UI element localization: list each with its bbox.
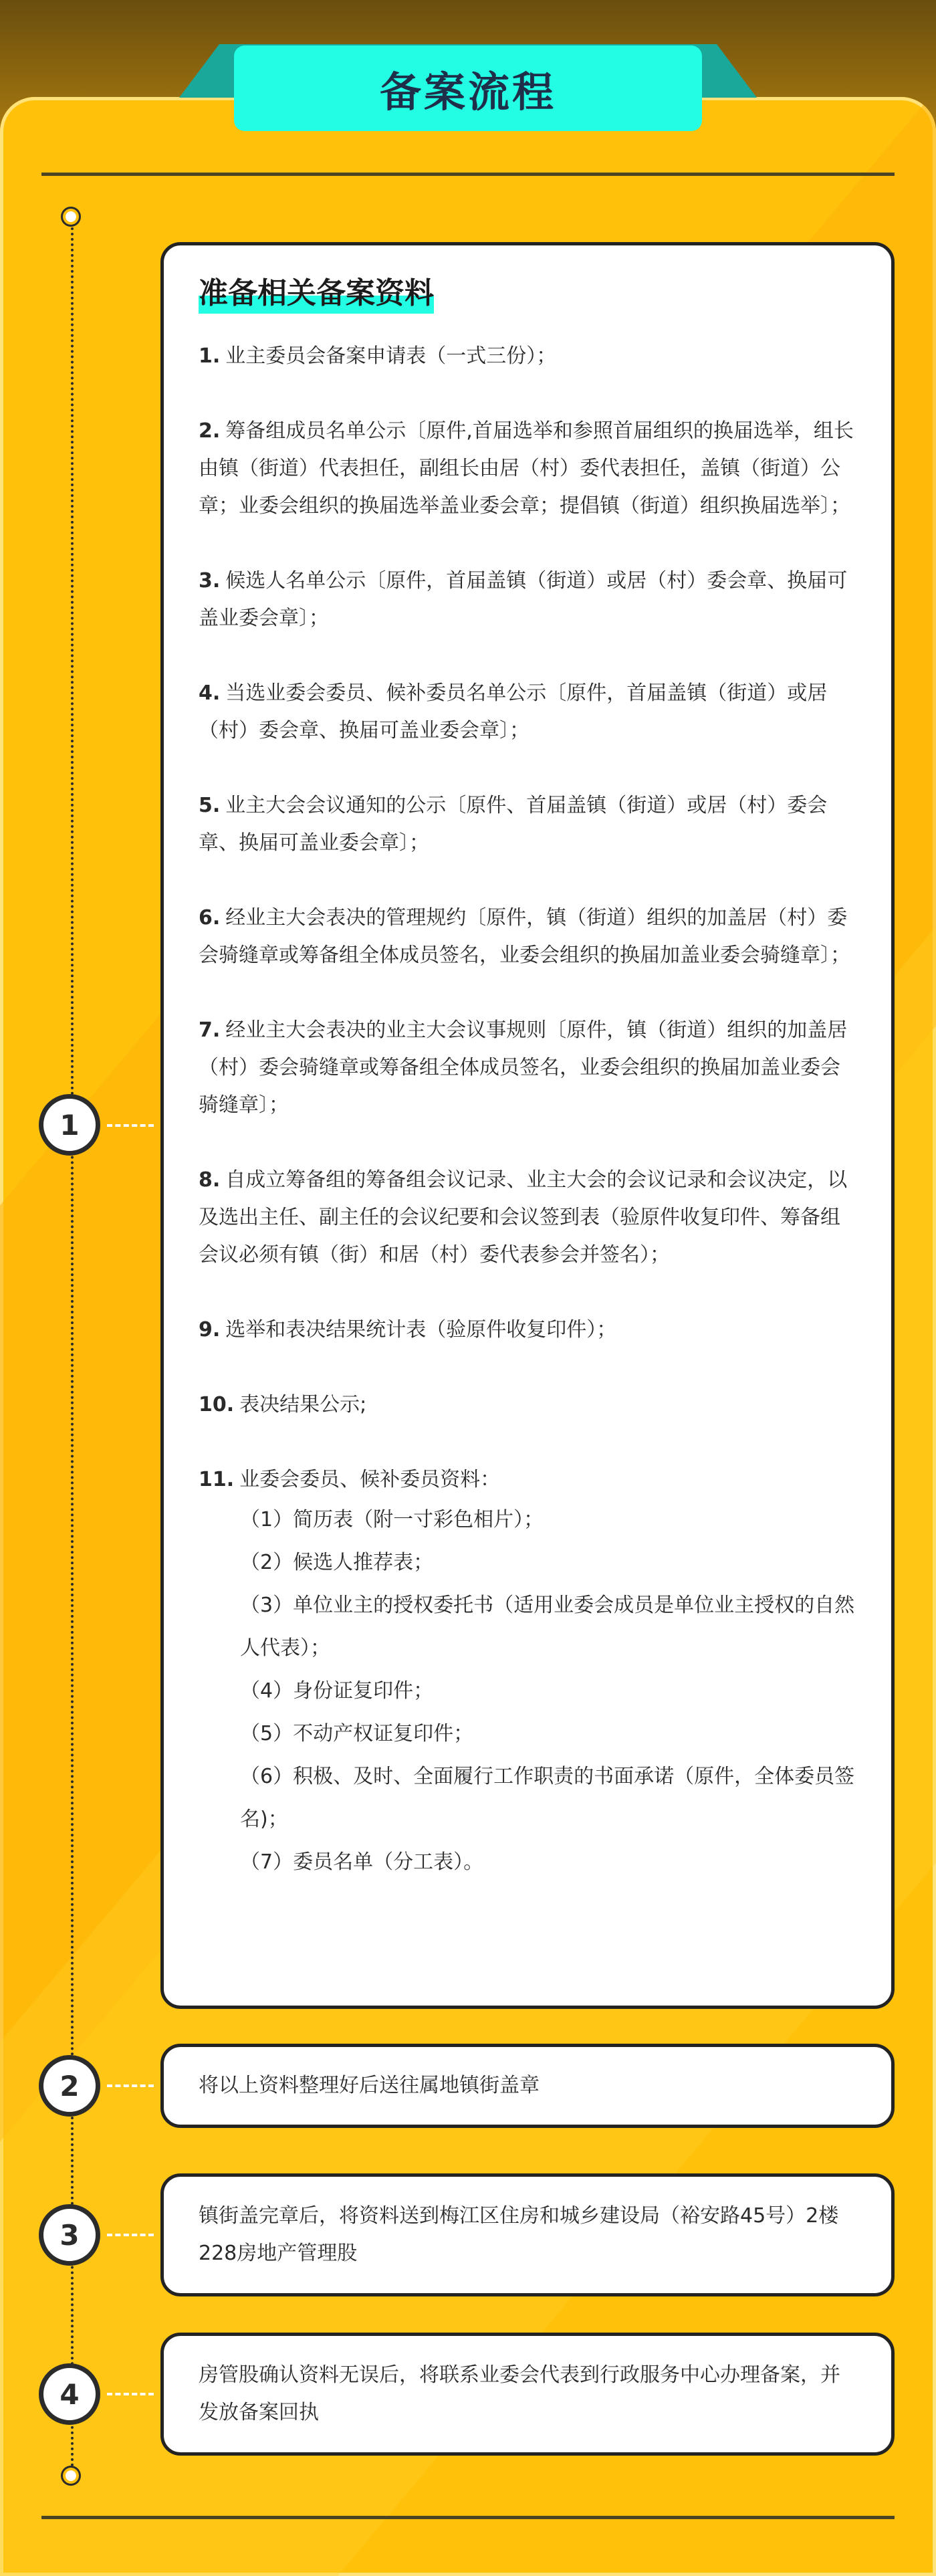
item-number: 10.	[199, 1393, 235, 1416]
material-item	[199, 1311, 856, 1349]
item-number: 2.	[199, 419, 221, 443]
step-4-card	[160, 2333, 895, 2456]
step-3-number: 3	[39, 2204, 100, 2266]
top-divider	[41, 173, 895, 176]
item-number: 5.	[199, 794, 221, 817]
item-text: 经业主大会表决的业主大会议事规则〔原件，镇（街道）组织的加盖居（村）委会骑缝章或筹备组全体成员签名，业委会组织的换届加盖业委会骑缝章〕；	[199, 1018, 848, 1117]
item-text: 自成立筹备组的筹备组会议记录、业主大会的会议记录和会议决定，以及选出主任、副主任的会议纪要和会议签到表（验原件收复印件、筹备组会议必须有镇（街）和居（村）委代表参会并签名）；	[199, 1168, 848, 1267]
sub-item: （3）单位业主的授权委托书（适用业委会成员是单位业主授权的自然人代表）；	[240, 1594, 855, 1660]
title-banner	[234, 45, 702, 131]
sub-item: （7）委员名单（分工表）。	[240, 1850, 484, 1874]
materials-title: 准备相关备案资料	[199, 274, 434, 314]
item-text: 筹备组成员名单公示〔原件,首届选举和参照首届组织的换届选举，组长由镇（街道）代表担任，副组长由居（村）委代表担任，盖镇（街道）公章；业委会组织的换届选举盖业委会章；提倡镇（街道）组织换届选举〕；	[199, 419, 854, 518]
item-number: 8.	[199, 1168, 221, 1192]
timeline-line	[71, 217, 74, 2474]
item-number: 7.	[199, 1018, 221, 1042]
item-number: 6.	[199, 906, 221, 930]
step-2-card	[160, 2044, 895, 2128]
step-2-connector	[107, 2084, 154, 2087]
step-4-connector	[107, 2393, 154, 2395]
sub-item: （1）简历表（附一寸彩色相片）；	[240, 1508, 544, 1531]
bottom-divider	[41, 2516, 895, 2519]
material-item	[199, 787, 856, 862]
timeline-end-dot	[63, 2468, 79, 2484]
material-item	[199, 413, 856, 525]
material-item	[199, 1012, 856, 1124]
step-1-card	[160, 242, 895, 2009]
step-3-card	[160, 2173, 895, 2296]
item-number: 4.	[199, 681, 221, 705]
material-item	[199, 1386, 856, 1424]
item-number: 9.	[199, 1318, 221, 1341]
sub-item: （2）候选人推荐表；	[240, 1551, 434, 1574]
item-text: 选举和表决结果统计表（验原件收复印件）；	[225, 1318, 617, 1341]
item-text: 候选人名单公示〔原件，首届盖镇（街道）或居（村）委会章、换届可盖业委会章〕；	[199, 569, 848, 630]
item-text: 业主大会会议通知的公示〔原件、首届盖镇（街道）或居（村）委会章、换届可盖业委会章〕；	[199, 794, 828, 855]
item-text: 业主委员会备案申请表（一式三份）；	[225, 344, 557, 368]
step-3-connector	[107, 2234, 154, 2236]
item-text: 当选业委会委员、候补委员名单公示〔原件，首届盖镇（街道）或居（村）委会章、换届可盖业委会章〕；	[199, 681, 828, 742]
step-2-text: 将以上资料整理好后送往属地镇街盖章	[199, 2074, 540, 2097]
item-number: 1.	[199, 344, 221, 368]
step-4-number: 4	[39, 2363, 100, 2425]
page-title: 备案流程	[379, 67, 556, 116]
step-1-number: 1	[39, 1094, 100, 1156]
material-item	[199, 675, 856, 750]
item-text: 表决结果公示;	[239, 1393, 367, 1416]
material-item	[199, 1461, 856, 1499]
sub-item: （5）不动产权证复印件；	[240, 1722, 474, 1745]
sub-item: （4）身份证复印件；	[240, 1679, 434, 1703]
step-4-text: 房管股确认资料无误后，将联系业委会代表到行政服务中心办理备案，并发放备案回执	[199, 2363, 840, 2424]
material-item	[199, 562, 856, 637]
step-1-connector	[107, 1124, 154, 1127]
item-number: 11.	[199, 1468, 235, 1491]
sub-item: （6）积极、及时、全面履行工作职责的书面承诺（原件，全体委员签名)；	[240, 1765, 855, 1831]
material-item	[199, 338, 856, 375]
step-3-text: 镇街盖完章后，将资料送到梅江区住房和城乡建设局（裕安路45号）2楼228房地产管理股	[199, 2204, 839, 2265]
item-number: 3.	[199, 569, 221, 593]
step-2-number: 2	[39, 2055, 100, 2117]
item-text: 经业主大会表决的管理规约〔原件，镇（街道）组织的加盖居（村）委会骑缝章或筹备组全体成员签名，业委会组织的换届加盖业委会骑缝章〕；	[199, 906, 850, 967]
item-text: 业委会委员、候补委员资料：	[239, 1468, 501, 1491]
material-item	[199, 899, 856, 974]
timeline-start-dot	[63, 209, 79, 225]
material-item	[199, 1162, 856, 1274]
